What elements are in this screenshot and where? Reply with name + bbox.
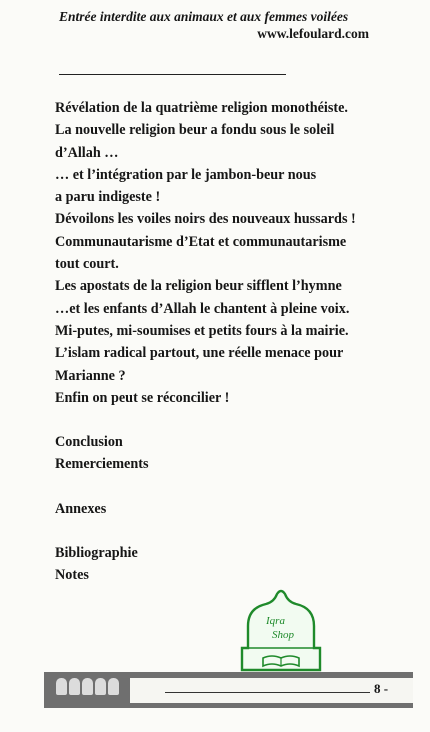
toc-line: Marianne ?: [55, 367, 126, 384]
toc-remerciements: Remerciements: [55, 456, 149, 473]
silhouette: [108, 678, 119, 695]
logo-line-2: Shop: [272, 629, 294, 641]
toc-line: Révélation de la quatrième religion monothéiste.: [55, 100, 348, 116]
toc-bibliographie: Bibliographie: [55, 545, 138, 562]
toc-conclusion: Conclusion: [55, 434, 123, 451]
header-divider: [59, 74, 286, 75]
toc-line: a paru indigeste !: [55, 189, 161, 206]
table-of-contents: [55, 97, 415, 587]
toc-line: L’islam radical partout, une réelle menace pour: [55, 345, 344, 362]
toc-line: tout court.: [55, 256, 119, 273]
toc-notes: Notes: [55, 567, 89, 584]
page-header: [59, 8, 379, 42]
silhouette: [95, 678, 106, 695]
page-number: 8 -: [374, 681, 389, 696]
silhouettes-icon: [56, 678, 119, 695]
toc-line: …et les enfants d’Allah le chantent à pleine voix.: [55, 300, 350, 317]
toc-line: Enfin on peut se réconcilier !: [55, 389, 230, 406]
toc-annexes: Annexes: [55, 500, 107, 517]
silhouette: [82, 678, 93, 695]
toc-line: d’Allah …: [55, 144, 119, 161]
section-gap: [55, 520, 415, 542]
header-url: www.lefoulard.com: [257, 26, 369, 41]
toc-line: Les apostats de la religion beur sifflent l’hymne: [55, 278, 342, 295]
section-gap: [55, 409, 415, 431]
footer-rule: [165, 692, 370, 693]
silhouette: [69, 678, 80, 695]
toc-line: Communautarisme d’Etat et communautarisme: [55, 233, 347, 250]
header-tagline: Entrée interdite aux animaux et aux femmes voilées: [59, 9, 349, 24]
iqra-shop-logo: [236, 586, 326, 672]
section-gap: [55, 476, 415, 498]
toc-line: Mi-putes, mi-soumises et petits fours à la mairie.: [55, 322, 349, 339]
silhouette: [56, 678, 67, 695]
logo-line-1: Iqra: [266, 615, 285, 627]
toc-line: La nouvelle religion beur a fondu sous le soleil: [55, 122, 335, 139]
toc-line: Dévoilons les voiles noirs des nouveaux hussards !: [55, 211, 356, 228]
footer-panel: [130, 678, 413, 703]
toc-line: … et l’intégration par le jambon-beur nous: [55, 166, 317, 183]
